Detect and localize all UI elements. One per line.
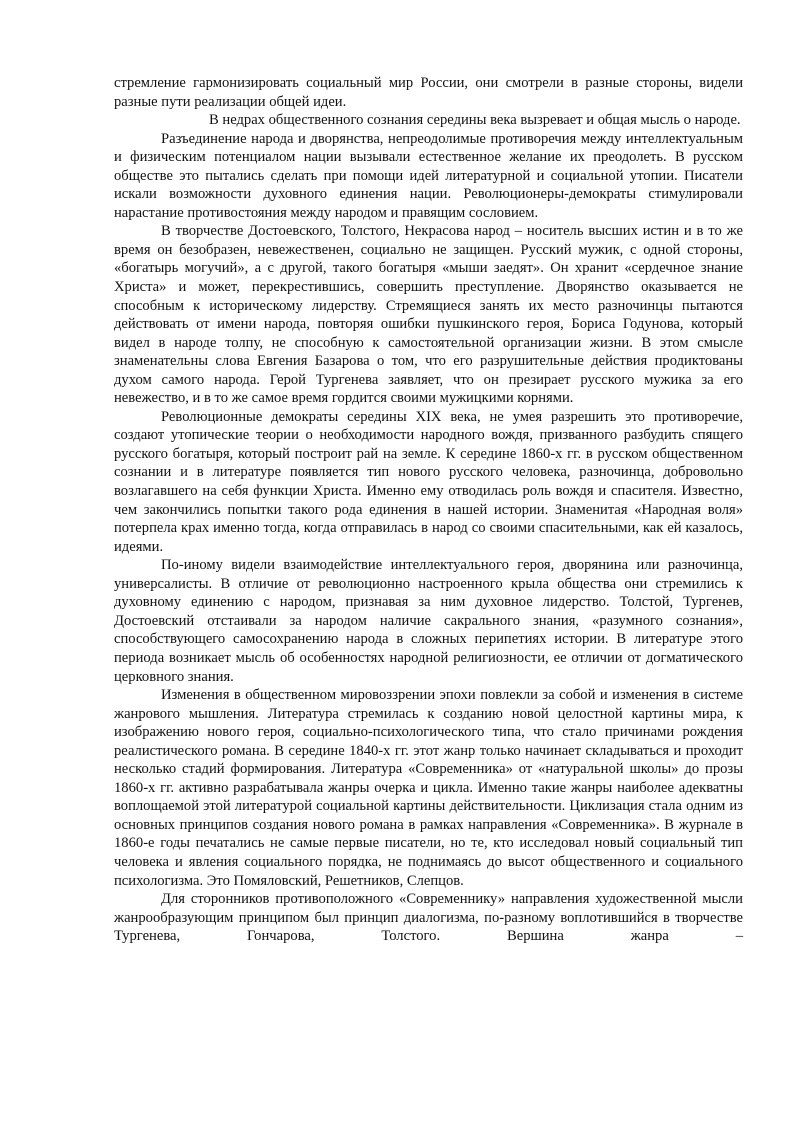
paragraph-continuation: стремление гармонизировать социальный мир России, они смотрели в разные стороны, видели разные пути реализации общей идеи. — [114, 75, 743, 110]
paragraph-universalists: По-иному видели взаимодействие интеллектуального героя, дворянина или разночинца, универсалисты. В отличие от революционно настроенного крыла общества они стремились к духовному единению с народом, признавая за ним духовное лидерство. Толстой, Тургенев, Достоевский отстаивали за народом наличие сакрального знания, «разумного сознания», способствующего самосохранению народа в сложных перипетиях истории. В литературе этого периода возникает мысль об особенностях народной религиозности, ее отличии от догматического церковного знания. — [114, 557, 743, 685]
paragraph-genre-thinking: Изменения в общественном мировоззрении эпохи повлекли за собой и изменения в системе жанрового мышления. Литература стремилась к созданию новой целостной картины мира, к изображению нового героя, социально-психологического типа, что стало причинами рождения реалистического романа. В середине 1840-х гг. этот жанр только начинает складываться и проходит несколько стадий формирования. Литература «Современника» от «натуральной школы» до прозы 1860-х гг. активно разрабатывала жанры очерка и цикла. Именно такие жанры наиболее адекватны воплощаемой этой литературой социальной картины действительности. Циклизация стала одним из основных принципов создания нового романа в рамках направления «Современника». В журнале в 1860-е годы печатались не самые первые писатели, но те, кто исследовал новый социальный тип человека и явления социального порядка, не поднимаясь до высот общественного и социального психологизма. Это Помяловский, Решетников, Слепцов. — [114, 687, 743, 889]
paragraph-people-thought: В недрах общественного сознания середины века вызревает и общая мысль о народе. — [209, 112, 741, 129]
paragraph-revolutionary-democrats: Революционные демократы середины XIX века, не умея разрешить это противоречие, создают утопические теории о необходимости народного вождя, призванного разбудить спящего русского богатыря, который построит рай на земле. К середине 1860-х гг. в русском общественном сознании и в литературе появляется тип нового русского человека, разночинца, добровольно возлагавшего на себя функции Христа. Именно ему отводилась роль вождя и спасителя. Известно, чем закончились попытки такого рода единения в нашей истории. Знаменитая «Народная воля» потерпела крах именно тогда, когда отправилась в народ со своими спасительными, как ей казалось, идеями. — [114, 408, 743, 555]
paragraph-disunity: Разъединение народа и дворянства, непреодолимые противоречия между интеллектуальным и физическим потенциалом нации вызывали естественное желание их преодолеть. В русском обществе это пытались сделать при помощи идей литературной и социальной утопии. Писатели искали возможности духовного единения нации. Революционеры-демократы стимулировали нарастание противостояния между народом и правящим сословием. — [114, 130, 743, 221]
paragraph-people-in-works: В творчестве Достоевского, Толстого, Некрасова народ – носитель высших истин и в то же время он безобразен, невежественен, социально не защищен. Русский мужик, с одной стороны, «богатырь могучий», а с другой, такого богатыря «мыши заедят». Он хранит «сердечное знание Христа» и может, перекрестившись, совершить преступление. Дворянство оказывается не способным к историческому лидерству. Стремящиеся занять их место разночинцы пытаются действовать от имени народа, повторяя ошибки пушкинского героя, Бориса Годунова, который видел в народе толпу, не способную к самостоятельной организации жизни. В этом смысле знаменательны слова Евгения Базарова о том, что его разрушительные действия продиктованы духом самого народа. Герой Тургенева заявляет, что он презирает русского мужика за его невежество, и в то же самое время гордится своими мужицкими корнями. — [114, 223, 743, 407]
paragraph-dialogism: Для сторонников противоположного «Современнику» направления художественной мысли жанрообразующим принципом был принцип диалогизма, по-разному воплотившийся в творчестве Тургенева, Гончарова, Толстого. Вершина жанра – — [114, 891, 743, 945]
document-page — [114, 74, 743, 946]
